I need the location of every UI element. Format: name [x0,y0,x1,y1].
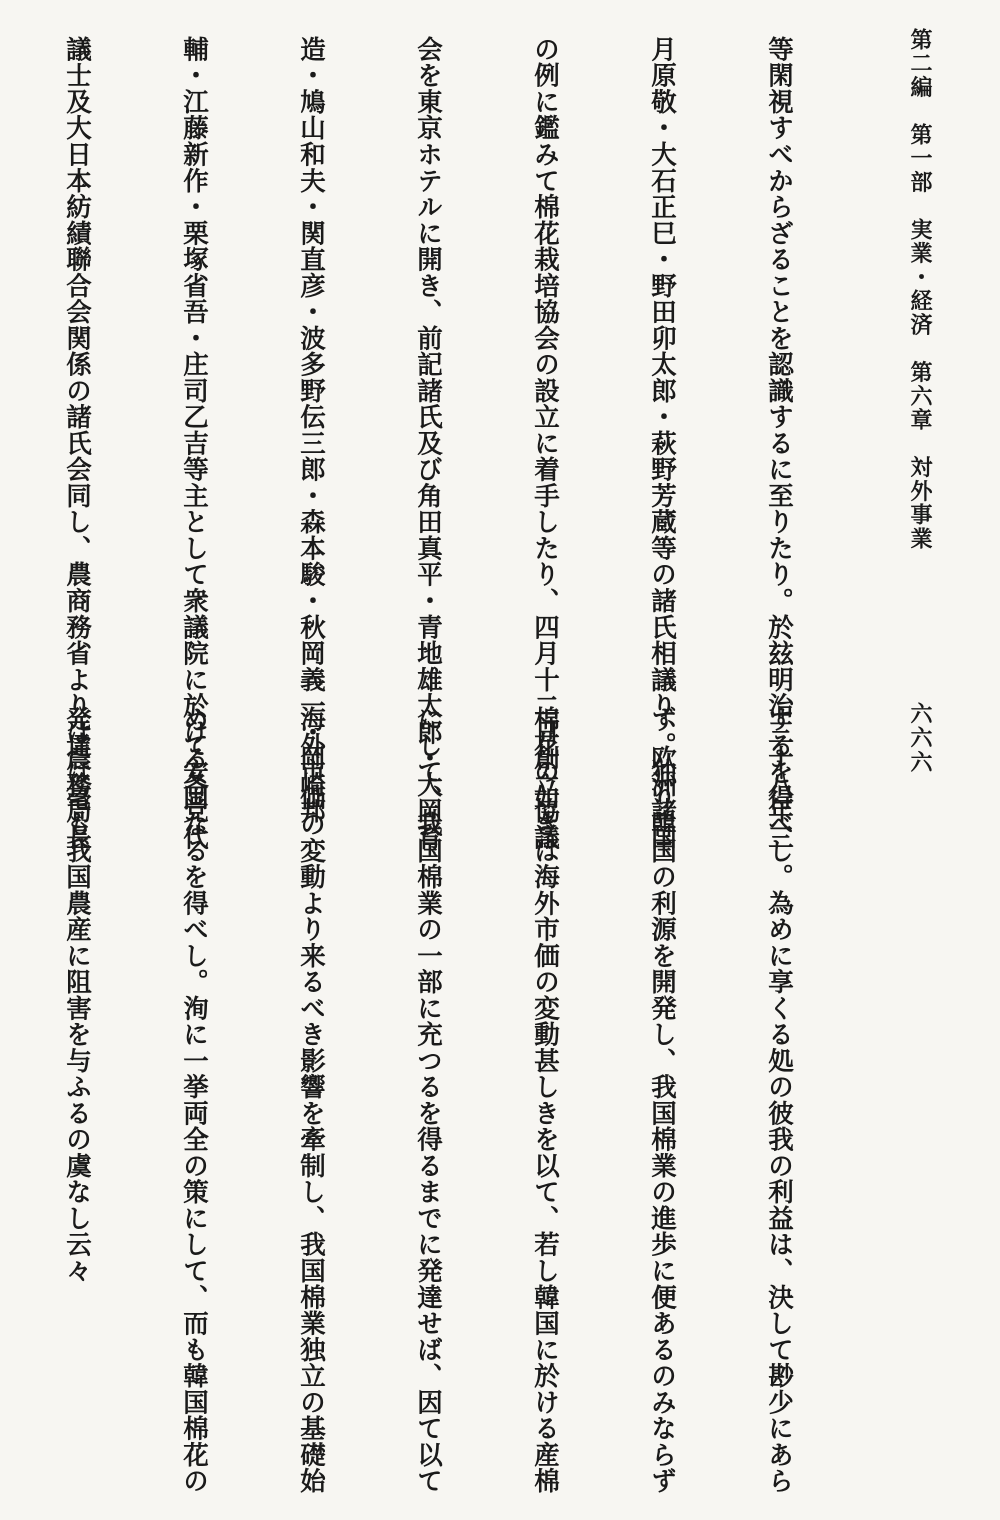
text-column: 発達は毫も我国農産に阻害を与ふるの虞なし云々 [62,706,92,1284]
text-column: 輔・江藤新作・栗塚省吾・庄司乙吉等主として衆議院に於ける各党代 [179,36,209,851]
text-column: 議士及大日本紡績聯合会関係の諸氏会同し、農商務省よりは農務局長 [62,36,92,851]
text-column: 等閑視すべからざることを認識するに至りたり。於玆明治三十八年三 [764,36,794,851]
text-column: するを得べし。為めに享くる処の彼我の利益は、決して尠少にあら [764,706,794,1494]
text-column: 造・鳩山和夫・関直彦・波多野伝三郎・森本駿・秋岡義一・岡崎邦 [296,36,326,824]
lower-text-block [36,706,876,1494]
page-number: 六六六 [907,702,933,775]
upper-text-block [36,36,876,851]
running-header: 第二編 第一部 実業・経済 第六章 対外事業 [907,28,933,551]
text-column: にして、我国棉業の一部に充つるを得るまでに発達せば、因て以て [413,706,443,1494]
text-column: 棉花の如きは海外市価の変動甚しきを以て、若し韓国に於ける産棉 [530,706,560,1494]
text-column: ず。独り韓国の利源を開発し、我国棉業の進歩に便あるのみならず [647,706,677,1494]
text-column: 月原敬・大石正巳・野田卯太郎・萩野芳蔵等の諸氏相議り、欧洲諸国 [647,36,677,851]
text-column: の例に鑑みて棉花栽培協会の設立に着手したり、四月十二日創立協議 [530,36,560,851]
text-column: 会を東京ホテルに開き、前記諸氏及び角田真平・青地雄太郎・大岡育 [413,36,443,851]
text-column: 海外市価の変動より来るべき影響を牽制し、我国棉業独立の基礎始 [296,706,326,1494]
text-column: めて安固なるを得べし。洵に一挙両全の策にして、而も韓国棉花の [179,706,209,1494]
